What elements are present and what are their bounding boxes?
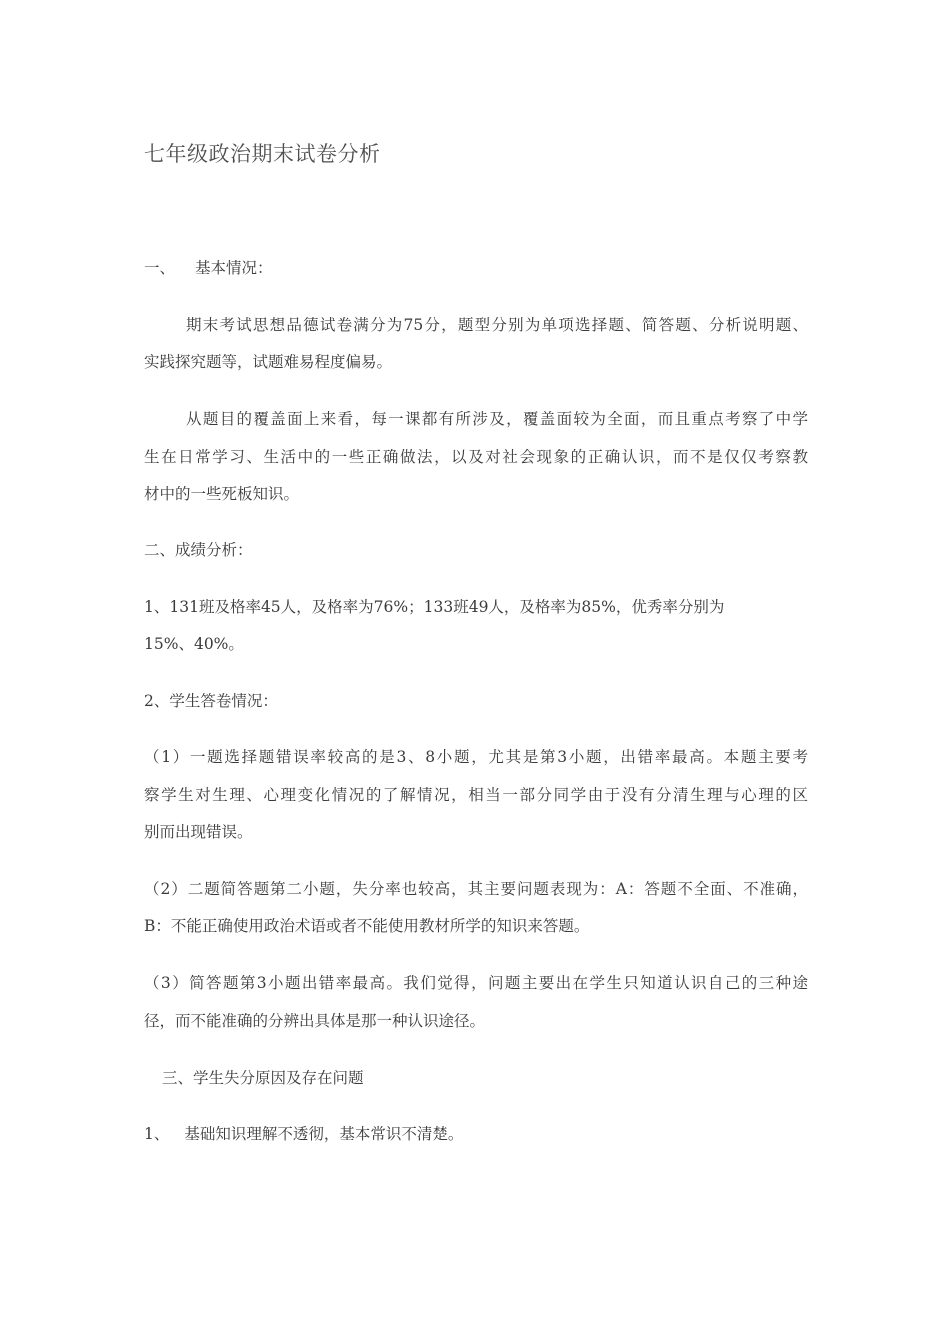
section2-sub1-line2-text: 察学生对生理、心理变化情况的了解情况，相当一部分同学由于没有分清生理与心理的区 — [144, 786, 808, 804]
section2-sub3-line2: 径，而不能准确的分辨出具体是那一种认识途径。 — [144, 1012, 486, 1030]
section1-heading-number: 一、 — [144, 259, 176, 277]
section3-item1-number: 1、 — [144, 1125, 170, 1143]
section2-sub3-line1 — [144, 973, 808, 993]
section3-item1-text: 基础知识理解不透彻，基本常识不清楚。 — [184, 1125, 464, 1143]
section1-para2-line2 — [144, 447, 808, 467]
section2-item2-heading: 2、学生答卷情况： — [144, 692, 278, 710]
section2-item1-line2: 15%、40%。 — [144, 635, 244, 653]
section1-para1-line2: 实践探究题等，试题难易程度偏易。 — [144, 353, 393, 371]
section1-para2-line1-text: 从题目的覆盖面上来看，每一课都有所涉及，覆盖面较为全面，而且重点考察了中学 — [186, 410, 808, 428]
section1-para2-line2-text: 生在日常学习、生活中的一些正确做法，以及对社会现象的正确认识，而不是仅仅考察教 — [144, 448, 808, 466]
document-title: 七年级政治期末试卷分析 — [144, 142, 381, 166]
section2-sub2-line1 — [144, 879, 808, 899]
section3-item1 — [144, 1124, 463, 1144]
section2-sub1-line1-text: （1）一题选择题错误率较高的是3、8小题，尤其是第3小题，出错率最高。本题主要考 — [144, 748, 808, 766]
section3-heading: 三、学生失分原因及存在问题 — [162, 1069, 364, 1087]
section2-sub1-line3: 别而出现错误。 — [144, 823, 253, 841]
section1-para1-line1-text: 期末考试思想品德试卷满分为75分，题型分别为单项选择题、简答题、分析说明题、 — [186, 316, 808, 334]
section1-para2-line1 — [186, 409, 808, 429]
section1-para2-line3: 材中的一些死板知识。 — [144, 485, 300, 503]
section2-sub1-line2 — [144, 785, 808, 805]
section2-heading: 二、成绩分析： — [144, 541, 253, 559]
section2-sub2-line1-text: （2）二题简答题第二小题，失分率也较高，其主要问题表现为：A：答题不全面、不准确， — [144, 880, 808, 898]
section2-item1-line1: 1、131班及格率45人，及格率为76%；133班49人，及格率为85%，优秀率分别为 — [144, 598, 725, 616]
section1-heading — [144, 258, 273, 278]
section2-sub3-line1-text: （3）简答题第3小题出错率最高。我们觉得，问题主要出在学生只知道认识自己的三种途 — [144, 974, 808, 992]
section1-para1-line1 — [186, 315, 808, 335]
section1-heading-text: 基本情况： — [195, 259, 273, 277]
section2-sub2-line2: B：不能正确使用政治术语或者不能使用教材所学的知识来答题。 — [144, 917, 590, 935]
section2-sub1-line1 — [144, 747, 808, 767]
